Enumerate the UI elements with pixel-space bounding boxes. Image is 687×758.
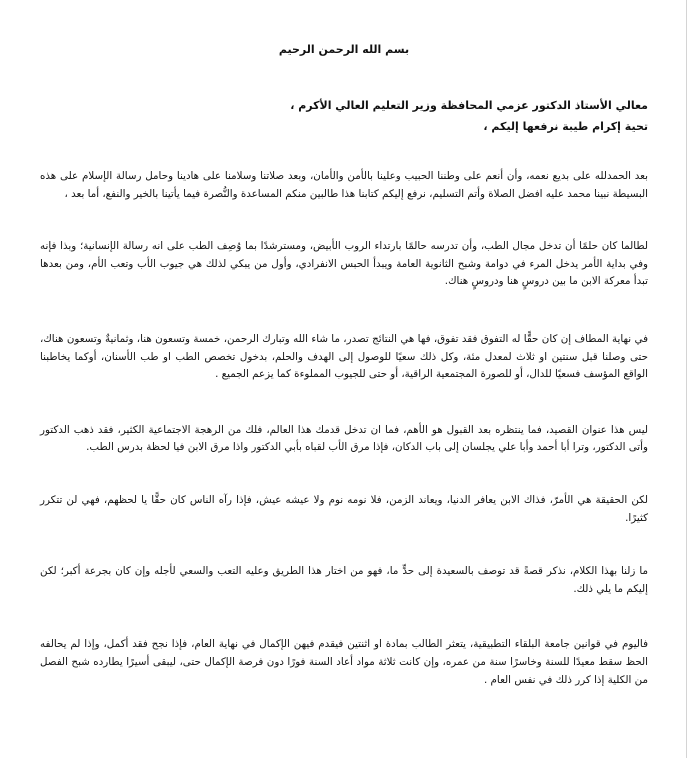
paragraph-story: ما زلنا بهذا الكلام، نذكر قصةً قد توصف بالسعيدة إلى حدٍّ ما، فهو من اختار هذا الطريق وعليه التعب والسعي لأجله وإن كان بجرعة أكبر؛ لكن إليكم ما يلي ذلك. — [40, 565, 648, 595]
paragraph-intro: بعد الحمدلله على بديع نعمه، وأن أنعم على وطننا الحبيب وعلينا بالأمن والأمان، وبعد صلاتنا وسلامنا على هادينا وحامل رسالة الإسلام على هذه البسيطة نبينا محمد عليه افضل الصلاة وأتم التسليم، نرفع إليكم كتابنا هذا طالبين منكم المساعدة والنُّصرة فيما يأتينا بالخير والنفع، أما بعد ، — [40, 170, 648, 200]
paragraph-admission: ليس هذا عنوان القصيد، فما ينتظره بعد القبول هو الأهم، فما ان تدخل قدمك هذا العالم، فلك من الرهجة الاجتماعية الكثير، فقد ذهب الدكتور وأتى الدكتور، وترا أبا أحمد وأبا علي يجلسان إلى باب الدكان، فإذا مرق الأب لقباه بأبي الدكتور واذا مرق الابن فيا لحظة بدرس الطب. — [40, 423, 648, 454]
letter-body — [40, 34, 648, 689]
paragraph-results: في نهاية المطاف إن كان حقًّا له التفوق فقد تفوق، فها هي النتائج تصدر، ما شاء الله وتبارك الرحمن، خمسة وتسعون هنا، وثمانيةٌ وتسعون هناك، حتى وصلنا قبل سنتين او ثلاث لمعدل مئة، وكل ذلك سعيًا للوصول إلى الهدف والحلم، بدخول تخصص الطب او طب الأسنان، أوكما يخاطبنا الواقع المؤسف فسعيًا للدال، أو للصورة المجتمعية الراقية، أو حتى للجيوب المملوءة كما يزعم الجميع . — [40, 332, 648, 381]
paragraph-dream: لطالما كان حلمًا أن تدخل مجال الطب، وأن تدرسه حالمًا بارتداء الروب الأبيض، ومسترشدًا بما وُصِف الطب على انه رسالة الإنسانية؛ وبذا فإنه وفي بداية الأمر يدخل المرء في دوامة وشبح الثانوية العامة ويبدأ الحبس الانفرادي، وأول من يبكي لذلك هي جيوب الأب وتعب الأم، ومن بعدها تبدأ معركة الابن ما بين دروسٍ هنا ودروسٍ هناك. — [40, 240, 648, 288]
greeting-line: تحية إكرام طيبة نرفعها إليكم ، — [483, 120, 648, 133]
basmala-heading: بسم الله الرحمن الرحيم — [278, 43, 410, 56]
paragraph-rules: فاليوم في قوانين جامعة البلقاء التطبيقية، يتعثر الطالب بمادة او اثنتين فيقدم فيهن الإكمال في نهاية العام، فإذا نجح فقد أكمل، وإذا لم يحالفه الحظ سقط معيدًا للسنة وخاسرًا سنة من عمره، وإن كانت ثلاثة مواد أعاد السنة فورًا دون فرصة الإكمال حتى، ليبقى أسيرًا يطارده شبح الفصل من الكلية إذا كرر ذلك في نفس العام . — [40, 638, 648, 686]
addressee-line: معالي الأستاذ الدكتور عزمي المحافظة وزير التعليم العالي الأكرم ، — [290, 99, 648, 112]
paragraph-reality: لكن الحقيقة هي الأمرّ، فذاك الابن يعافر الدنيا، ويعاند الزمن، فلا نومه نوم ولا عيشه عيش، فإذا رآه الناس كان حقًّا يا لحظهم، فهي لن تتكرر كثيرًا. — [40, 493, 648, 524]
